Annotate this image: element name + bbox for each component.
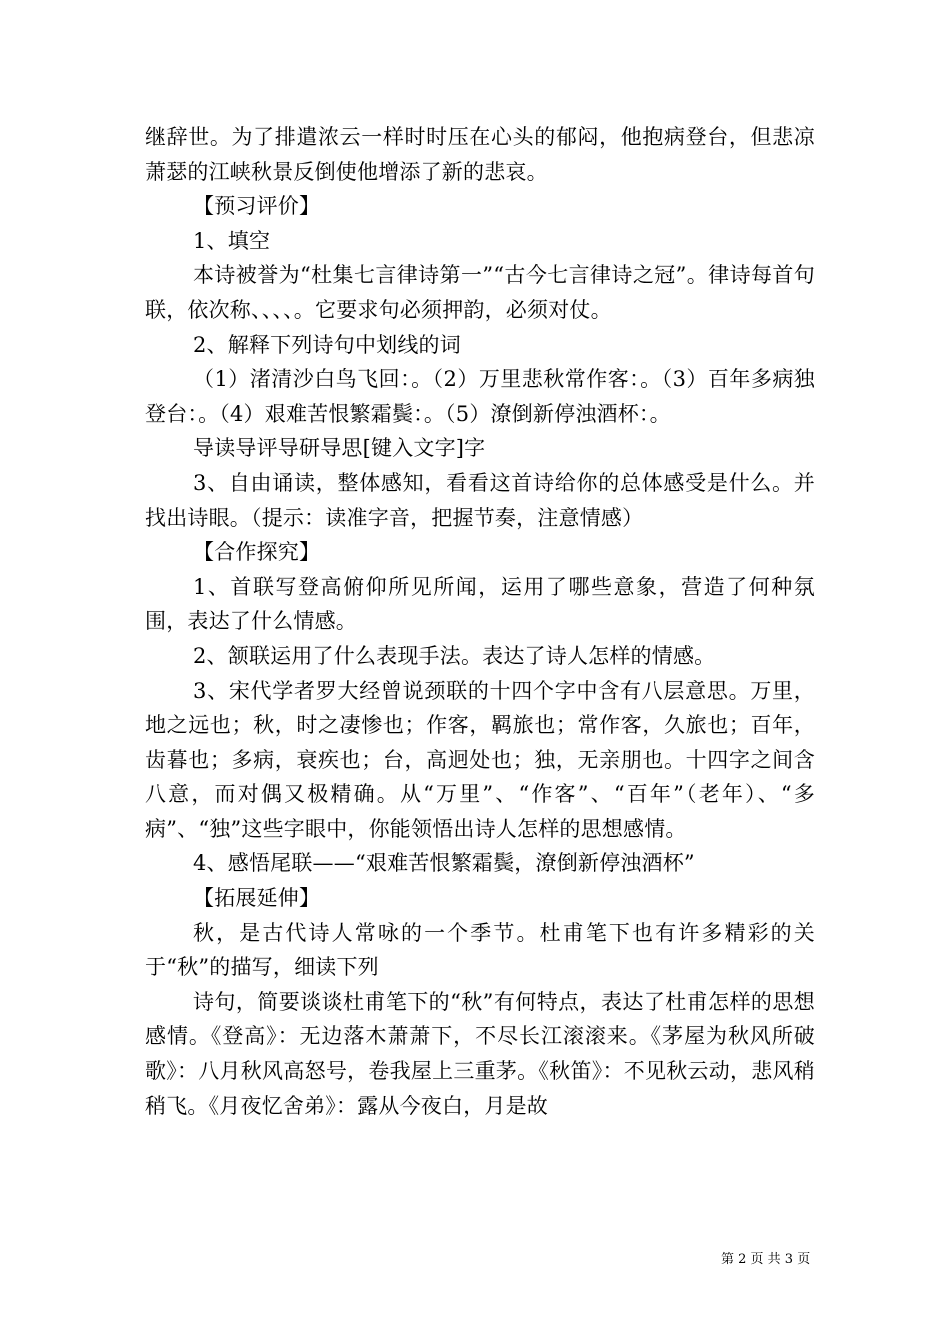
inquiry-question-2: 2、颔联运用了什么表现手法。表达了诗人怎样的情感。	[193, 643, 716, 668]
inquiry-question-3: 3、宋代学者罗大经曾说颈联的十四个字中含有八层意思。万里，地之远也；秋，时之凄惨也；作客，羁旅也；常作客，久旅也；百年，齿暮也；多病，衰疾也；台，高迥处也；独，无亲朋也。十四字之间含八意，而对偶又极精确。从“万里”、“作客”、“百年”（老年）、“多病”、“独”这些字眼中，你能领悟出诗人怎样的思想感情。	[145, 678, 815, 841]
section-heading-cooperative-inquiry: 【合作探究】	[193, 540, 321, 565]
question-1-body: 本诗被誉为“杜集七言律诗第一”“古今七言律诗之冠”。律诗每首句联，依次称、、、、。它要求句必须押韵，必须对仗。	[145, 263, 815, 322]
question-1-title: 1、填空	[193, 228, 271, 253]
extension-intro: 秋，是古代诗人常咏的一个季节。杜甫笔下也有许多精彩的关于“秋”的描写，细读下列	[145, 920, 815, 980]
inquiry-question-4: 4、感悟尾联——“艰难苦恨繁霜鬓，潦倒新停浊酒杯”	[193, 851, 695, 876]
question-2-title: 2、解释下列诗句中划线的词	[193, 332, 461, 357]
inquiry-question-1: 1、首联写登高俯仰所见所闻，运用了哪些意象，营造了何种氛围，表达了什么情感。	[145, 574, 815, 634]
section-heading-preview-evaluation: 【预习评价】	[193, 194, 321, 219]
section-heading-extension: 【拓展延伸】	[193, 886, 321, 911]
document-body	[145, 120, 815, 1123]
page-number: 第 2 页 共 3 页	[721, 1252, 811, 1267]
question-3: 3、自由诵读，整体感知，看看这首诗给你的总体感受是什么。并找出诗眼。（提示：读准字音，把握节奏，注意情感）	[145, 470, 815, 530]
header-placeholder-text: 导读导评导研导思[键入文字]字	[193, 436, 486, 461]
paragraph-continuation: 继辞世。为了排遣浓云一样时时压在心头的郁闷，他抱病登台，但悲凉萧瑟的江峡秋景反倒使他增添了新的悲哀。	[145, 125, 815, 184]
question-2-items: （1）渚清沙白鸟飞回：。（2）万里悲秋常作客：。（3）百年多病独登台：。（4）艰难苦恨繁霜鬓：。（5）潦倒新停浊酒杯：。	[145, 367, 815, 426]
extension-poems: 诗句，简要谈谈杜甫笔下的“秋”有何特点，表达了杜甫怎样的思想感情。《登高》：无边落木萧萧下，不尽长江滚滚来。《茅屋为秋风所破歌》：八月秋风高怒号，卷我屋上三重茅。《秋笛》：不见秋云动，悲风稍稍飞。《月夜忆舍弟》：露从今夜白，月是故	[145, 989, 815, 1118]
